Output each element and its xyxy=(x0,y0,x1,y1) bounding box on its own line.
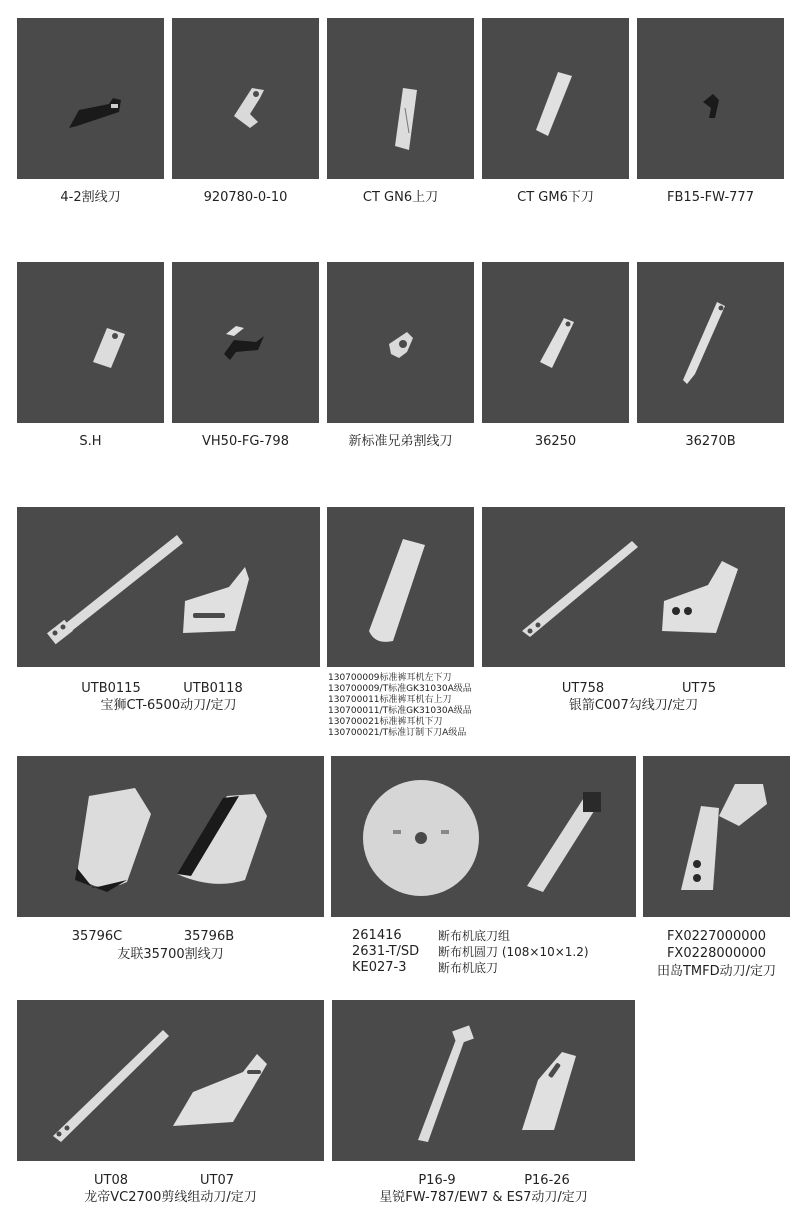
code-p16-26: P16-26 xyxy=(524,1173,570,1188)
caption-ct-gm6: CT GM6下刀 xyxy=(517,190,594,205)
caption-ct6500: 宝狮CT-6500动刀/定刀 xyxy=(100,698,237,713)
product-photo-ut758-ut75 xyxy=(482,507,785,667)
caption-line: 130700009/T标准GK31030A级品 xyxy=(328,684,472,694)
product-photo-ut08-ut07 xyxy=(17,1000,324,1161)
blade-icon xyxy=(332,1000,635,1161)
product-photo-4-2 xyxy=(17,18,164,179)
caption-920780: 920780-0-10 xyxy=(203,190,288,205)
blade-icon xyxy=(17,756,324,917)
product-photo-fx0227 xyxy=(643,756,790,917)
code-ut758: UT758 xyxy=(561,681,605,696)
product-photo-261416 xyxy=(331,756,636,917)
code-p16-9: P16-9 xyxy=(418,1173,456,1188)
blade-icon xyxy=(327,262,474,423)
codes-261416-right xyxy=(438,928,589,976)
product-photo-ct-gm6 xyxy=(482,18,629,179)
blade-icon xyxy=(331,756,636,917)
code-desc-line: 断布机圆刀 (108×10×1.2) xyxy=(438,945,589,959)
product-photo-fb15 xyxy=(637,18,784,179)
blade-icon xyxy=(17,1000,324,1161)
code-line: 261416 xyxy=(352,928,402,943)
blade-icon xyxy=(17,262,164,423)
caption-new-brother: 新标准兄弟割线刀 xyxy=(348,434,453,449)
blade-icon xyxy=(172,18,319,179)
product-photo-ct-gn6 xyxy=(327,18,474,179)
code-ut75: UT75 xyxy=(682,681,716,696)
code-35796c: 35796C xyxy=(71,929,123,944)
code-desc-line: 断布机底刀 xyxy=(438,961,499,975)
caption-4-2: 4-2割线刀 xyxy=(60,190,121,205)
caption-sh: S.H xyxy=(79,434,102,449)
caption-36270b: 36270B xyxy=(685,434,736,449)
code-desc-line: 断布机底刀组 xyxy=(438,929,511,943)
blade-icon xyxy=(482,18,629,179)
product-photo-p16 xyxy=(332,1000,635,1161)
product-photo-36270b xyxy=(637,262,784,423)
blade-icon xyxy=(482,507,785,667)
product-photo-new-brother xyxy=(327,262,474,423)
blade-icon xyxy=(637,18,784,179)
caption-vh50: VH50-FG-798 xyxy=(202,434,289,449)
caption-vc2700: 龙帝VC2700剪线组动刀/定刀 xyxy=(84,1190,257,1205)
product-photo-sh xyxy=(17,262,164,423)
product-photo-vh50 xyxy=(172,262,319,423)
caption-36250: 36250 xyxy=(534,434,577,449)
caption-line: 130700011标准裤耳机右上刀 xyxy=(328,695,452,705)
blade-icon xyxy=(327,507,474,667)
code-ut07: UT07 xyxy=(200,1173,234,1188)
code-ut08: UT08 xyxy=(94,1173,128,1188)
caption-tmfd: 田岛TMFD动刀/定刀 xyxy=(656,964,777,979)
caption-c007: 银箭C007勾线刀/定刀 xyxy=(568,698,699,713)
caption-35700: 友联35700割线刀 xyxy=(117,947,224,962)
blade-icon xyxy=(643,756,790,917)
caption-line: 130700011/T标准GK31030A级品 xyxy=(328,706,472,716)
product-photo-130700 xyxy=(327,507,474,667)
codes-261416-left xyxy=(352,928,419,976)
caption-fw787: 星锐FW-787/EW7 & ES7动刀/定刀 xyxy=(379,1190,588,1205)
code-fx0227: FX0227000000 xyxy=(666,929,767,944)
blade-icon xyxy=(172,262,319,423)
product-photo-36250 xyxy=(482,262,629,423)
caption-line: 130700021/T标准订制下刀A级品 xyxy=(328,728,467,738)
code-line: KE027-3 xyxy=(352,960,407,975)
caption-ct-gn6: CT GN6上刀 xyxy=(362,190,439,205)
blade-icon xyxy=(637,262,784,423)
code-utb0115: UTB0115 xyxy=(81,681,141,696)
code-utb0118: UTB0118 xyxy=(183,681,243,696)
blade-icon xyxy=(17,18,164,179)
caption-line: 130700021标准裤耳机下刀 xyxy=(328,717,443,727)
blade-icon xyxy=(17,507,320,667)
code-line: 2631-T/SD xyxy=(352,944,420,959)
caption-line: 130700009标准裤耳机左下刀 xyxy=(328,673,452,683)
caption-fb15: FB15-FW-777 xyxy=(667,190,754,205)
code-fx0228: FX0228000000 xyxy=(666,946,767,961)
blade-icon xyxy=(327,18,474,179)
product-photo-utb0115-utb0118 xyxy=(17,507,320,667)
product-photo-35796 xyxy=(17,756,324,917)
blade-icon xyxy=(482,262,629,423)
code-35796b: 35796B xyxy=(183,929,235,944)
product-photo-920780 xyxy=(172,18,319,179)
